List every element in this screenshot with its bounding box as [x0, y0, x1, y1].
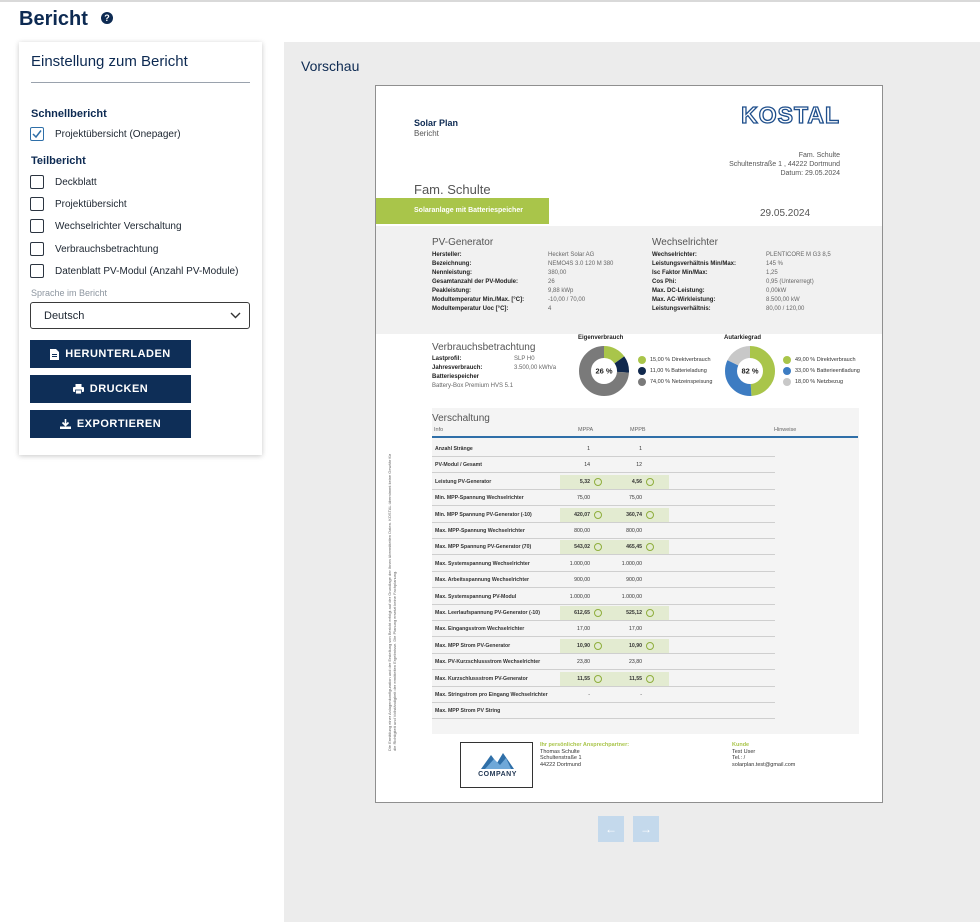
- checkbox-wechselrichter[interactable]: [30, 219, 44, 233]
- cell-mppb: 1: [639, 446, 642, 452]
- quick-report-heading: Schnellbericht: [31, 108, 107, 120]
- checkbox-verbrauch[interactable]: [30, 242, 44, 256]
- doc-product: Solar Plan: [414, 118, 459, 128]
- checkbox-row-wechselrichter[interactable]: [30, 218, 182, 234]
- row-label: Max. Systemspannung PV-Modul: [435, 593, 517, 600]
- system-type-banner: [376, 198, 549, 224]
- col-mppb: MPPB: [630, 427, 646, 433]
- table-row: [432, 507, 775, 523]
- cell-mppa: 5,32: [560, 475, 617, 489]
- doc-customer: Fam. Schulte: [414, 182, 491, 197]
- cell-mppb: 465,45: [612, 540, 669, 554]
- table-row: [432, 703, 775, 719]
- table-row: [432, 441, 775, 457]
- checkmark-icon: [32, 129, 42, 139]
- pv-keys: [432, 251, 524, 314]
- kv-value: 380,00: [548, 270, 567, 276]
- check-circle-icon: [594, 675, 602, 683]
- table-row: [432, 654, 775, 670]
- cell-mppa: 900,00: [574, 577, 590, 584]
- cell-mppa: 10,90: [560, 639, 617, 653]
- kv-key: Nennleistung:: [432, 270, 472, 276]
- row-label: Min. MPP-Spannung Wechselrichter: [435, 495, 524, 502]
- kv-value: SLP H0: [514, 356, 535, 362]
- kv-key: Jahresverbrauch:: [432, 365, 483, 371]
- cell-mppb: 75,00: [629, 495, 642, 502]
- inverter-heading: Wechselrichter: [652, 237, 718, 248]
- kv-value: 4: [548, 306, 552, 312]
- legend-item: 11,00 % Batterieladung: [638, 367, 707, 375]
- row-label: Max. PV-Kurzschlussstrom Wechselrichter: [435, 659, 541, 666]
- check-circle-icon: [594, 609, 602, 617]
- cell-mppb: 4,56: [612, 475, 669, 489]
- export-icon: [60, 419, 71, 429]
- kv-value: 1,25: [766, 270, 778, 276]
- donut-center-label: 82 %: [741, 366, 759, 376]
- table-row: [432, 556, 775, 572]
- autarky-donut: [724, 345, 776, 397]
- table-row: [432, 671, 775, 687]
- checkbox-label: Wechselrichter Verschaltung: [55, 220, 182, 232]
- consumption-heading: Verbrauchsbetrachtung: [432, 342, 536, 353]
- consumption-keys: [432, 355, 513, 391]
- kv-value: 145 %: [766, 261, 784, 267]
- legend-item: 18,00 % Netzbezug: [783, 378, 843, 386]
- cell-mppa: 800,00: [574, 528, 590, 534]
- checkbox-label: Projektübersicht: [55, 198, 127, 210]
- kv-key: Bezeichnung:: [432, 261, 472, 267]
- kv-key: Modultemperatur Uoc [°C]:: [432, 306, 509, 312]
- cell-mppa: 17,00: [577, 626, 590, 633]
- row-label: Max. Eingangsstrom Wechselrichter: [435, 626, 525, 633]
- cell-mppb: 10,90: [612, 639, 669, 653]
- row-label: Max. MPP Strom PV-Generator: [435, 642, 511, 649]
- prev-page-button[interactable]: [598, 816, 624, 842]
- cell-mppb: -: [640, 692, 642, 698]
- cell-mppb: 1.000,00: [621, 593, 642, 600]
- col-mppa: MPPA: [578, 427, 594, 433]
- table-row: [432, 490, 775, 506]
- legend-item: 33,00 % Batterieentladung: [783, 367, 860, 375]
- row-label: Max. MPP Spannung PV-Generator (70): [435, 544, 532, 551]
- table-row: [432, 572, 775, 588]
- report-preview-page: [375, 85, 883, 803]
- check-circle-icon: [646, 543, 654, 551]
- cell-mppa: 543,02: [560, 540, 617, 554]
- system-type: Solaranlage mit Batteriespeicher: [414, 207, 523, 214]
- wiring-heading: Verschaltung: [432, 413, 490, 424]
- col-notes: Hinweise: [774, 427, 797, 433]
- checkbox-row-onepager[interactable]: [30, 126, 181, 142]
- checkbox-datenblatt[interactable]: [30, 264, 44, 278]
- kv-value: NEMO4S 3.0 120 M 380: [548, 261, 614, 267]
- checkbox-deckblatt[interactable]: [30, 175, 44, 189]
- row-label: Max. Systemspannung Wechselrichter: [435, 560, 530, 567]
- cell-mppa: 75,00: [577, 495, 590, 502]
- cell-mppb: 17,00: [629, 626, 642, 633]
- check-circle-icon: [646, 478, 654, 486]
- legend-item: 49,00 % Direktverbrauch: [783, 356, 856, 364]
- pv-generator-heading: PV-Generator: [432, 237, 494, 248]
- file-icon: [50, 349, 59, 360]
- cell-mppa: [560, 704, 617, 718]
- disclaimer-text: Die Ermittlung einer Anlagenkonfiguration und der Erstellung von Bericht erfolgt auf der Grundlage der Ihnen übermittelten Daten. KOSTAL übernimmt keine Gewähr für die Richtigkeit und Vollständigkeit der ermittelten Ergebnisse. Die Planung ersetzt keine Fachplanung.: [387, 453, 397, 751]
- donut-center-label: 26 %: [595, 366, 613, 376]
- cell-mppb: 23,80: [629, 659, 642, 666]
- kv-key: Isc Faktor Min/Max:: [652, 270, 708, 276]
- kv-key: Peakleistung:: [432, 288, 472, 294]
- checkbox-row-projektuebersicht[interactable]: [30, 196, 127, 212]
- cell-mppa: 1.000,00: [569, 593, 590, 600]
- panel-title: Einstellung zum Bericht: [31, 53, 188, 70]
- table-row: [432, 474, 775, 490]
- row-label: Max. MPP Strom PV String: [435, 708, 501, 715]
- cell-mppa: 420,07: [560, 508, 617, 522]
- kv-key: Max. DC-Leistung:: [652, 288, 705, 294]
- consumption-values: [514, 355, 556, 373]
- panel-divider: [31, 82, 250, 83]
- cell-mppa: -: [588, 692, 590, 698]
- printer-icon: [73, 384, 84, 394]
- export-button[interactable]: [30, 410, 191, 438]
- kv-value: PLENTICORE M G3 8,5: [766, 252, 831, 258]
- table-row: [432, 457, 775, 473]
- row-label: Max. MPP-Spannung Wechselrichter: [435, 528, 525, 534]
- row-label: PV-Modul / Gesamt: [435, 462, 482, 469]
- legend-item: 15,00 % Direktverbrauch: [638, 356, 711, 364]
- row-label: Max. Stringstrom pro Eingang Wechselrichter: [435, 692, 548, 698]
- row-label: Anzahl Stränge: [435, 446, 473, 452]
- row-label: Max. Arbeitsspannung Wechselrichter: [435, 577, 529, 584]
- check-circle-icon: [646, 609, 654, 617]
- report-settings-panel: [19, 42, 262, 455]
- help-icon[interactable]: ?: [101, 12, 113, 24]
- checkbox-onepager[interactable]: [30, 127, 44, 141]
- page-title: Bericht: [19, 8, 88, 30]
- kostal-logo: KOSTAL: [741, 102, 840, 128]
- arrow-right-icon: →: [640, 822, 652, 836]
- cell-mppb: 800,00: [626, 528, 642, 534]
- cell-mppa: 23,80: [577, 659, 590, 666]
- table-row: [432, 589, 775, 605]
- kv-key: Leistungsverhältnis:: [652, 306, 711, 312]
- row-label: Max. Leerlaufspannung PV-Generator (-10): [435, 610, 540, 616]
- cell-mppa: 11,55: [560, 672, 617, 686]
- print-button[interactable]: [30, 375, 191, 403]
- checkbox-row-deckblatt[interactable]: [30, 174, 97, 190]
- checkbox-label: Datenblatt PV-Modul (Anzahl PV-Module): [55, 265, 239, 277]
- cell-mppb: 1.000,00: [621, 560, 642, 567]
- cell-mppb: 360,74: [612, 508, 669, 522]
- language-label: Sprache im Bericht: [31, 288, 108, 298]
- donut1-title: Eigenverbrauch: [578, 335, 624, 341]
- kv-key: Gesamtanzahl der PV-Module:: [432, 279, 519, 285]
- col-info: Info: [434, 427, 444, 433]
- check-circle-icon: [646, 675, 654, 683]
- mountain-logo-icon: [461, 743, 534, 773]
- doc-addr-date: Datum: 29.05.2024: [780, 170, 840, 177]
- table-row: [432, 523, 775, 539]
- chevron-down-icon: [230, 312, 241, 319]
- top-divider: [0, 0, 980, 2]
- checkbox-label: Deckblatt: [55, 176, 97, 188]
- cell-mppa: 1: [587, 446, 590, 452]
- doc-addr-street: Schultenstraße 1 , 44222 Dortmund: [729, 161, 840, 168]
- cell-mppa: 1.000,00: [569, 560, 590, 567]
- checkbox-row-verbrauch[interactable]: [30, 241, 158, 257]
- table-row: [432, 539, 775, 555]
- kv-value: 0,95 (Untererregt): [766, 279, 814, 285]
- check-circle-icon: [646, 642, 654, 650]
- check-circle-icon: [646, 511, 654, 519]
- cell-mppb: 11,55: [612, 672, 669, 686]
- export-label: EXPORTIEREN: [76, 418, 162, 430]
- kv-value: 8.500,00 kW: [766, 297, 800, 303]
- checkbox-projektuebersicht[interactable]: [30, 197, 44, 211]
- cell-mppa: 612,65: [560, 606, 617, 620]
- preview-title: Vorschau: [301, 58, 360, 74]
- kv-key: Max. AC-Wirkleistung:: [652, 297, 716, 303]
- battery-model: Battery-Box Premium HVS 5.1: [432, 383, 514, 389]
- table-row: [432, 638, 775, 654]
- download-button[interactable]: [30, 340, 191, 368]
- contact-block: Ihr persönlicher Ansprechpartner: Thomas Schulte Schultenstraße 1 44222 Dortmund: [540, 742, 630, 768]
- kv-value: 3.500,00 kWh/a: [514, 365, 557, 371]
- doc-subtitle: Bericht: [414, 129, 439, 138]
- row-label: Leistung PV-Generator: [435, 478, 492, 485]
- company-logo: [460, 742, 533, 788]
- doc-date: 29.05.2024: [760, 208, 811, 219]
- kv-value: 9,88 kWp: [548, 288, 574, 294]
- kv-key: Modultemperatur Min./Max. [°C]:: [432, 297, 525, 303]
- kv-value: 26: [548, 279, 555, 285]
- checkbox-label: Verbrauchsbetrachtung: [55, 243, 159, 255]
- kv-key: Cos Phi:: [652, 279, 677, 285]
- checkbox-label: Projektübersicht (Onepager): [55, 128, 181, 140]
- arrow-left-icon: ←: [605, 822, 617, 836]
- kv-value: 0,00kW: [766, 288, 787, 294]
- kv-key: Batteriespeicher: [432, 374, 480, 380]
- preview-area: [284, 42, 980, 922]
- cell-mppb: [612, 704, 669, 718]
- kv-value: 80,00 / 120,00: [766, 306, 805, 312]
- cell-mppb: 900,00: [626, 577, 642, 584]
- customer-block: Kunde Test User Tel.: / solarplan.test@gmail.com: [732, 742, 796, 768]
- cell-mppb: 525,12: [612, 606, 669, 620]
- language-value: Deutsch: [44, 310, 85, 322]
- next-page-button[interactable]: [633, 816, 659, 842]
- pv-values: [548, 251, 613, 314]
- checkbox-row-datenblatt[interactable]: [30, 263, 238, 279]
- legend-item: 74,00 % Netzeinspeisung: [638, 378, 712, 386]
- inverter-values: [766, 251, 831, 314]
- table-row: [432, 621, 775, 637]
- check-circle-icon: [594, 543, 602, 551]
- kv-key: Wechselrichter:: [652, 252, 697, 258]
- kv-value: -10,00 / 70,00: [548, 297, 586, 303]
- row-label: Max. Kurzschlussstrom PV-Generator: [435, 675, 528, 682]
- kv-key: Lastprofil:: [432, 356, 462, 362]
- table-row: [432, 687, 775, 703]
- kv-value: Heckert Solar AG: [548, 252, 595, 258]
- print-label: DRUCKEN: [89, 383, 149, 395]
- check-circle-icon: [594, 511, 602, 519]
- cell-mppb: 12: [636, 462, 642, 469]
- kv-key: Leistungsverhältnis Min/Max:: [652, 261, 737, 267]
- row-label: Min. MPP Spannung PV-Generator (-10): [435, 511, 532, 518]
- self-consumption-donut: [578, 345, 630, 397]
- donut2-title: Autarkiegrad: [724, 335, 762, 341]
- company-name: COMPANY: [478, 771, 517, 778]
- kv-key: Hersteller:: [432, 252, 462, 258]
- table-header-line: [432, 436, 858, 438]
- doc-addr-name: Fam. Schulte: [798, 152, 840, 159]
- check-circle-icon: [594, 642, 602, 650]
- check-circle-icon: [594, 478, 602, 486]
- inverter-keys: [652, 251, 736, 314]
- cell-mppa: 14: [584, 462, 590, 469]
- download-label: HERUNTERLADEN: [65, 348, 171, 360]
- language-select[interactable]: [30, 302, 250, 329]
- partial-report-heading: Teilbericht: [31, 155, 86, 167]
- table-row: [432, 605, 775, 621]
